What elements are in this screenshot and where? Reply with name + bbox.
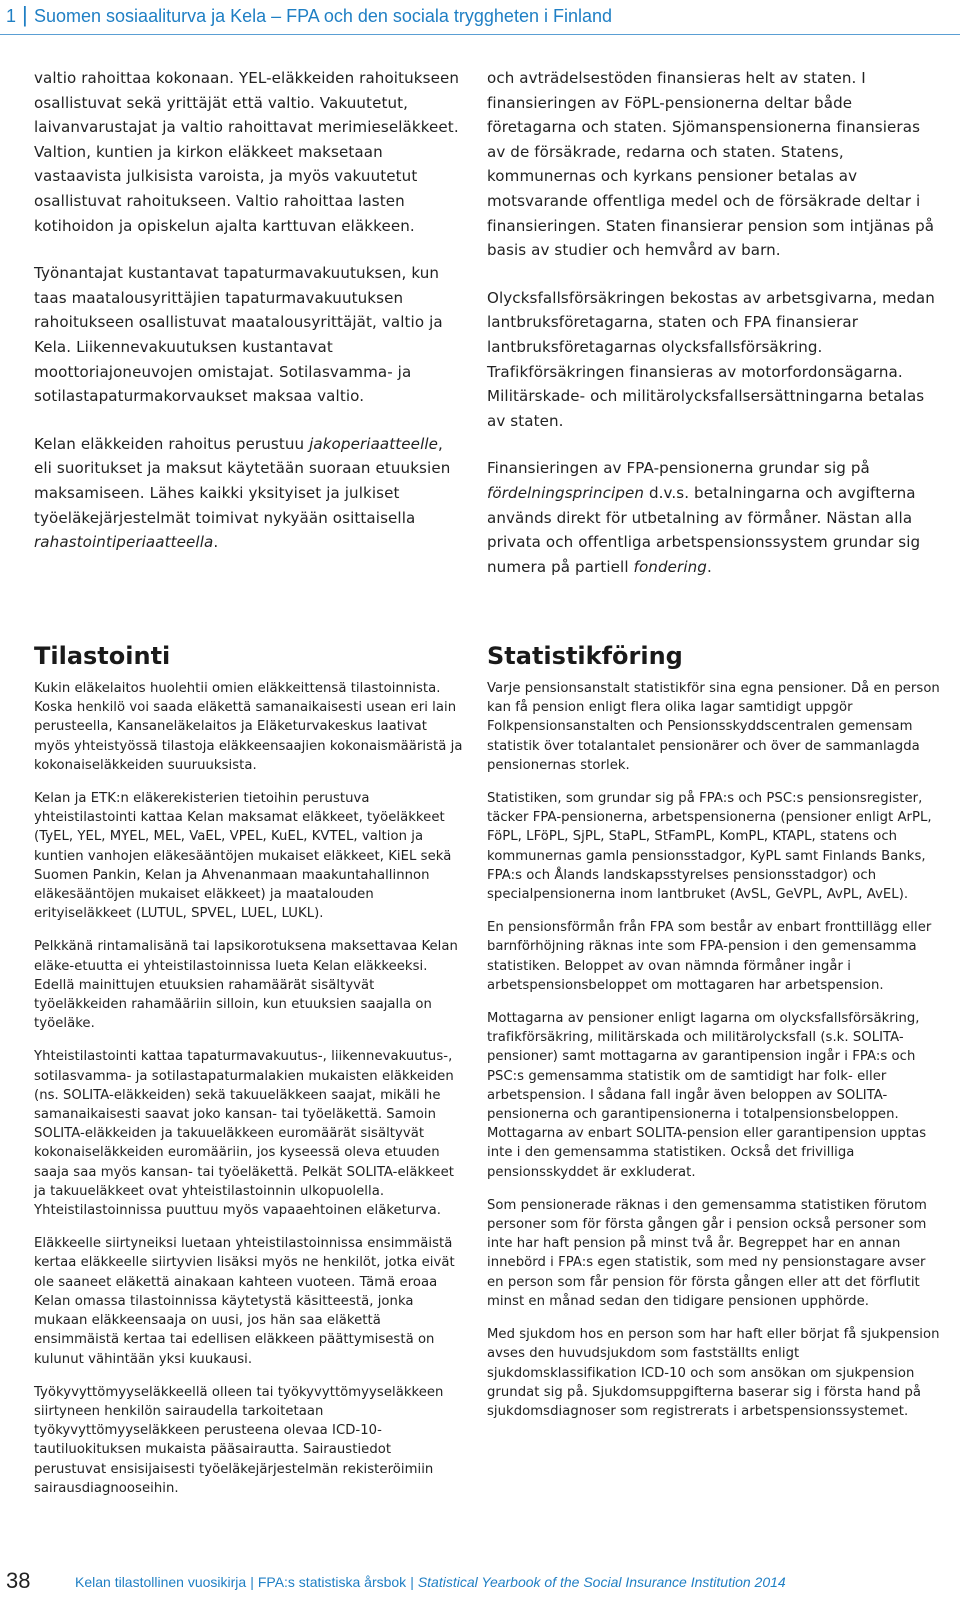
paragraph: Yhteistilastointi kattaa tapaturmavakuutus-, liikennevakuutus-, sotilasvamma- ja sotilastapaturmalakien mukaisten eläkkeiden (ns. SOLITA-eläkkeiden) sekä takuueläkkeen saajat, mikäli he samanaikaisesti saavat joko kansan- tai työeläkettä. Samoin SOLITA-eläkkeiden ja takuueläkkeen euromäärät sisältyvät kokonaiseläkkeiden euromääriin, jos kyseessä oleva etuuden saaja saa myös kansan- tai työeläkettä. Pelkät SOLITA-eläkkeet ja takuueläkkeet ovat yhteistilastoinnin ulkopuolella. Yhteistilastoinnissa puuttuu myös vapaaehtoinen eläketurva. — [34, 1049, 454, 1219]
chapter-number: 1 — [6, 6, 17, 26]
page-footer — [0, 1570, 960, 1598]
paragraph: Kukin eläkelaitos huolehtii omien eläkkeittensä tilastoinnista. Koska henkilö voi saada eläkettä samanaikaisesti usean eri lain perusteella, Kansaneläkelaitos ja Eläketurvakeskus laativat myös yhteistyössä tilastoja eläkkeensaajien kokonaismääristä ja kokonaiseläkkeiden suuruuksista. — [34, 681, 463, 773]
running-header — [0, 2, 960, 35]
paragraph: Pelkkänä rintamalisänä tai lapsikorotuksena maksettavaa Kelan eläke-etuutta ei yhteistilastoinnissa lueta Kelan eläkkeeksi. Edellä mainittujen etuuksien rahamäärät sisältyvät työeläkkeiden rahamääriin silloin, kun etuuksien saajalla on työeläke. — [34, 939, 458, 1032]
paragraph: Som pensionerade räknas i den gemensamma statistiken förutom personer som för första gången går i pension också personer som inte har haft pension på minst två år. Begreppet har en annan innebörd i FPA:s egen statistik, som med ny pensionstagare avser en person som får pension för första gången eller att det förflutit minst en månad sedan den tidigare pensionen upphörde. — [487, 1197, 927, 1309]
section-heading: Statistikföring — [487, 642, 683, 670]
paragraph: Statistiken, som grundar sig på FPA:s och PSC:s pensionsregister, täcker FPA-pensionerna, arbetspensionerna (pensioner enligt ArPL, FöPL, LFöPL, SjPL, StaPL, StFamPL, KomPL, KTAPL, statens och kommunernas gamla pensionsstadgor, KyPL samt Finlands Banks, FPA:s och Ålands landskapsstyrelses pensionsstadgor) och specialpensionerna inom lantbruket (AvSL, GeVPL, AvPL, AvEL). — [487, 791, 932, 903]
paragraph: Varje pensionsanstalt statistikför sina egna pensioner. Då en person kan få pension enligt flera olika lagar samtidigt uppgör Folkpensionsanstalten och Pensionsskyddscentralen gemensam statistik över totalantalet pensionärer och över de sammanlagda pensionernas storlek. — [487, 681, 940, 773]
page-number: 38 — [6, 1568, 31, 1593]
paragraph: Työnantajat kustantavat tapaturmavakuutuksen, kun taas maatalousyrittäjien tapaturmavakuutuksen rahoitukseen osallistuvat maatalousyrittäjät, valtio ja Kela. Liikennevakuutuksen kustantavat moottoriajoneuvojen omistajat. Sotilasvamma- ja sotilastapaturmakorvaukset maksaa valtio. — [34, 264, 443, 406]
paragraph: Mottagarna av pensioner enligt lagarna om olycksfallsförsäkring, trafikförsäkring, militärskada och militärolycksfall (s.k. SOLITA-pensioner) samt mottagarna av garantipension ingår i FPA:s och PSC:s gemensamma statistik om de samtidigt har folk- eller arbetspension. I sådana fall ingår även beloppen av SOLITA-pensionerna och garantipensionerna i totalpensionsbeloppen. Mottagarna av enbart SOLITA-pension eller garantipension upptas inte i den gemensamma statistiken. Också det frivilliga pensionsskyddet är exkluderat. — [487, 1011, 927, 1180]
swedish-financing-text — [487, 66, 942, 579]
paragraph: och avträdelsestöden finansieras helt av staten. I finansieringen av FöPL-pensionerna deltar både företagarna och staten. Sjömanspensionerna finansieras av de försäkrade, redarna och staten. Statens, kommunernas och kyrkans pensioner betalas av motsvarande offentliga medel och de försäkrade deltar i finansieringen. Staten finansierar pension som intjänas på basis av studier och hemvård av barn. — [487, 69, 935, 260]
paragraph: Kelan ja ETK:n eläkerekisterien tietoihin perustuva yhteistilastointi kattaa Kelan maksamat eläkkeet, työeläkkeet (TyEL, YEL, MYEL, MEL, VaEL, VPEL, KuEL, KVTEL, valtion ja kuntien vanhojen eläkesääntöjen mukaiset eläkkeet, KiEL sekä Suomen Pankin, Kelan ja Ahvenanmaan maakuntahallinnon eläkesääntöjen mukaiset eläkkeet) ja maatalouden erityiseläkkeet (LUTUL, SPVEL, LUEL, LUKL). — [34, 791, 452, 922]
paragraph: Eläkkeelle siirtyneiksi luetaan yhteistilastoinnissa ensimmäistä kertaa eläkkeelle siirtyvien lisäksi myös ne henkilöt, jotka eivät ole saaneet eläkettä ainakaan kahteen vuoteen. Tämä eroaa Kelan omassa tilastoinnissa käytetystä käsitteestä, jonka mukaan eläkkeensaaja on uusi, jos hän saa eläkettä ensimmäistä kertaa tai edellisen eläkkeen päättymisestä on kulunut vähintään yksi kuukausi. — [34, 1236, 455, 1367]
paragraph: valtio rahoittaa kokonaan. YEL-eläkkeiden rahoitukseen osallistuvat sekä yrittäjät että valtio. Vakuutetut, laivanvarustajat ja valtio rahoittavat merimieseläkkeet. Valtion, kuntien ja kirkon eläkkeet maksetaan vastaavista julkisista varoista, ja myös vakuutetut osallistuvat rahoitukseen. Valtio rahoittaa lasten kotihoidon ja opiskelun ajalta karttuvan eläkkeen. — [34, 69, 460, 235]
paragraph: Finansieringen av FPA-pensionerna grundar sig på fördelningsprincipen d.v.s. betalningarna och avgifterna används direkt för utbetalning av förmåner. Nästan alla privata och offentliga arbetspensionssystem grundar sig numera på partiell fondering. — [487, 459, 921, 576]
publication-title: Kelan tilastollinen vuosikirja | FPA:s statistiska årsbok | Statistical Yearbook of the Social Insurance Institution 2014 — [75, 1574, 786, 1590]
header-separator: | — [22, 2, 28, 27]
chapter-title: Suomen sosiaaliturva ja Kela – FPA och den sociala tryggheten i Finland — [34, 6, 613, 26]
finnish-statistics-section — [34, 640, 464, 1498]
paragraph: En pensionsförmån från FPA som består av enbart fronttillägg eller barnförhöjning räknas inte som FPA-pension i den gemensamma statistiken. Beloppet av ovan nämnda förmåner ingår i arbetspensionsbeloppet om mottagaren har arbetspension. — [487, 920, 932, 993]
section-heading: Tilastointi — [34, 642, 171, 670]
paragraph: Kelan eläkkeiden rahoitus perustuu jakoperiaatteelle, eli suoritukset ja maksut käytetään suoraan etuuksien maksamiseen. Lähes kaikki yksityiset ja julkiset työeläkejärjestelmät toimivat nykyään osittaisella rahastointiperiaatteella. — [34, 434, 451, 552]
paragraph: Med sjukdom hos en person som har haft eller börjat få sjukpension avses den huvudsjukdom som fastställts enligt sjukdomsklassifikation ICD-10 och som ansökan om sjukpension grundat sig på. Sjukdomsuppgifterna baserar sig i första hand på sjukdomsdiagnoser som registrerats i arbetspensionssystemet. — [487, 1327, 940, 1419]
paragraph: Työkyvyttömyyseläkkeellä olleen tai työkyvyttömyyseläkkeen siirtyneen henkilön sairaudella tarkoitetaan työkyvyttömyyseläkkeen perusteena olevaa ICD-10-tautiluokituksen mukaista pääsairautta. Sairaustiedot perustuvat ensisijaisesti työeläkejärjestelmän rekisteröimiin sairausdiagnooseihin. — [34, 1384, 444, 1496]
swedish-statistics-section — [487, 640, 942, 1421]
paragraph: Olycksfallsförsäkringen bekostas av arbetsgivarna, medan lantbruksföretagarna, staten och FPA finansierar lantbruksföretagarnas olycksfallsförsäkring. Trafikförsäkringen finansieras av motorfordonsägarna. Militärskade- och militärolycksfallsersättningarna betalas av staten. — [487, 288, 935, 430]
finnish-financing-text — [34, 66, 464, 555]
